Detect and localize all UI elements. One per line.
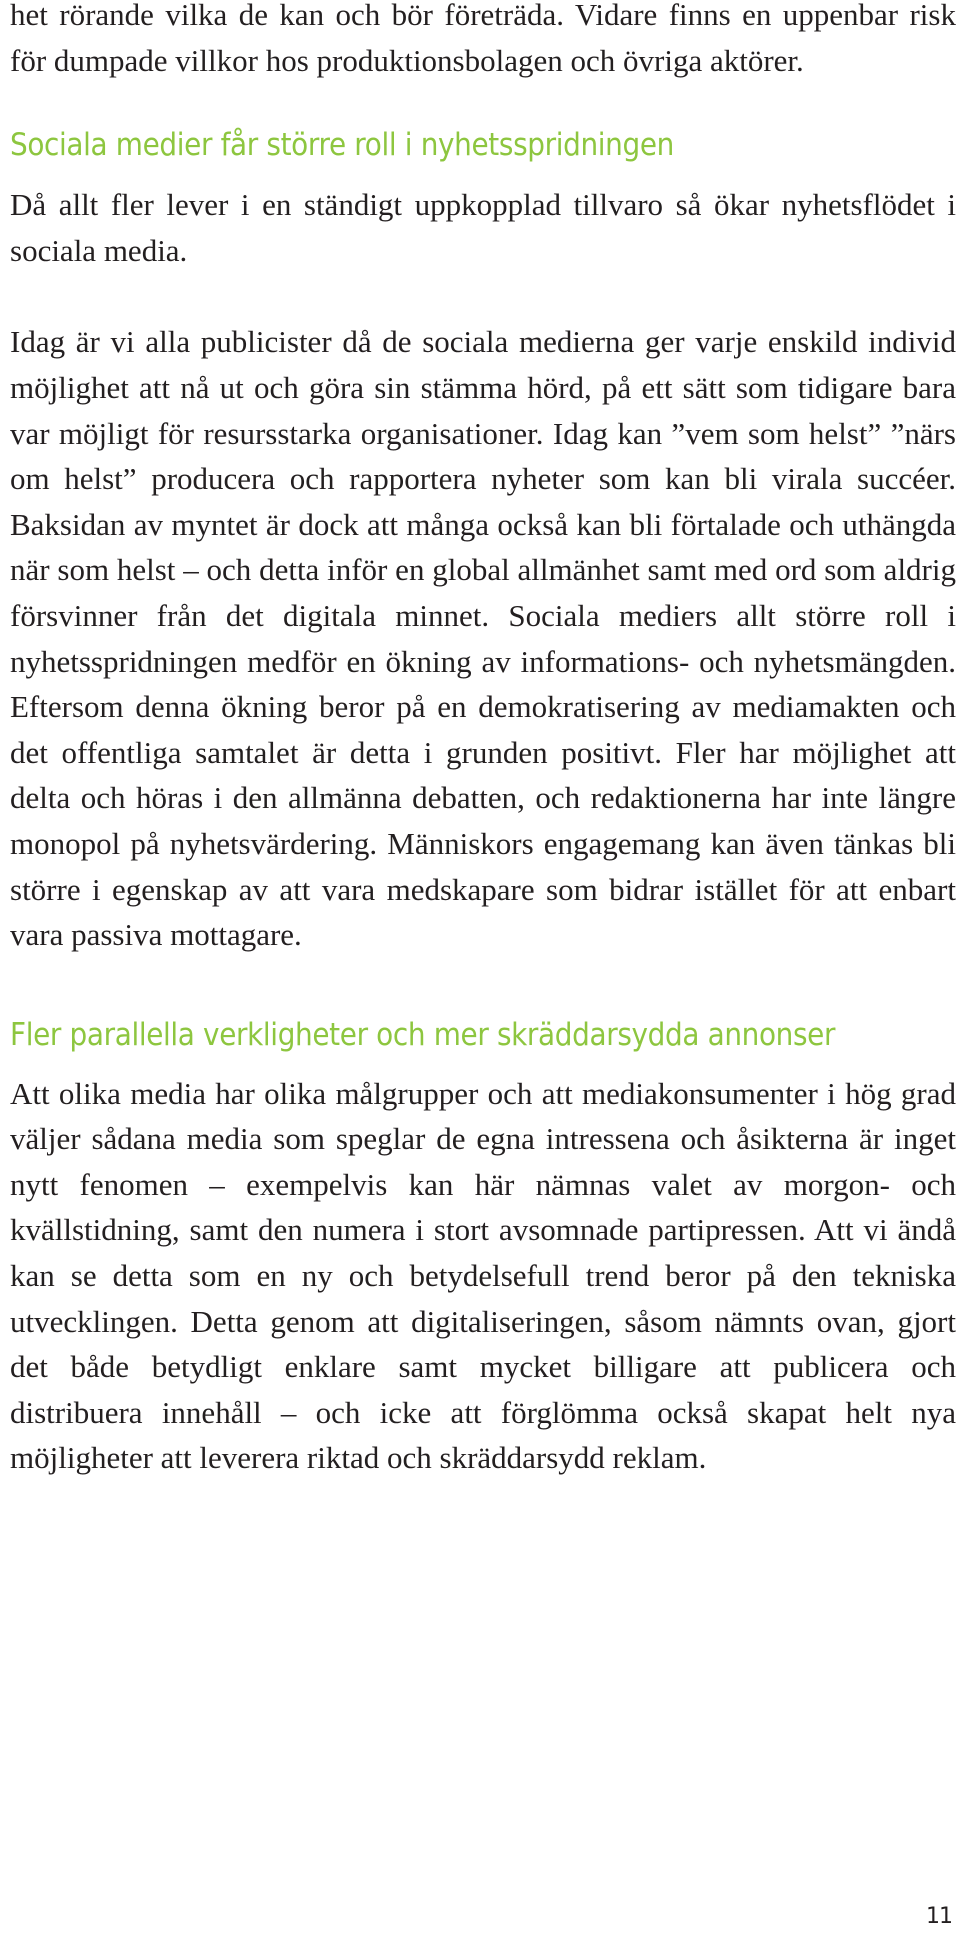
intro-paragraph: het rörande vilka de kan och bör företräda. Vidare finns en uppenbar risk för dumpade villkor hos produktionsbolagen och övriga aktörer. [10, 0, 956, 78]
document-page [10, 0, 956, 1481]
page-number: 11 [926, 1904, 952, 1929]
section1-paragraph-1: Då allt fler lever i en ständigt uppkopplad tillvaro så ökar nyhetsflödet i sociala media. [10, 187, 956, 268]
section2-paragraph-1: Att olika media har olika målgrupper och att mediakonsumenter i hög grad väljer sådana media som speglar de egna intressena och åsikterna är inget nytt fenomen – exempelvis kan här nämnas valet av morgon- och kvällstidning, samt den numera i stort avsomnade partipressen. Att vi ändå kan se detta som en ny och betydelsefull trend beror på den tekniska utvecklingen. Detta genom att digitaliseringen, såsom nämnts ovan, gjort det både betydligt enklare samt mycket billigare att publicera och distribuera innehåll – och icke att förglömma också skapat helt nya möjligheter att leverera riktad och skräddarsydd reklam. [10, 1075, 956, 1476]
section-heading-parallel-realities: Fler parallella verkligheter och mer skräddarsydda annonser [10, 1016, 836, 1053]
section-heading-social-media: Sociala medier får större roll i nyhetsspridningen [10, 127, 674, 164]
section1-paragraph-2: Idag är vi alla publicister då de sociala medierna ger varje enskild individ möjlighet att nå ut och göra sin stämma hörd, på ett sätt som tidigare bara var möjligt för resursstarka organisationer. Idag kan ”vem som helst” ”närs om helst” producera och rapportera nyheter som kan bli virala succéer. Baksidan av myntet är dock att många också kan bli förtalade och uthängda när som helst – och detta inför en global allmänhet samt med ord som aldrig försvinner från det digitala minnet. Sociala mediers allt större roll i nyhetsspridningen medför en ökning av informations- och nyhetsmängden. Eftersom denna ökning beror på en demokratisering av mediamakten och det offentliga samtalet är detta i grunden positivt. Fler har möjlighet att delta och höras i den allmänna debatten, och redaktionerna har inte längre monopol på nyhetsvärdering. Människors engagemang kan även tänkas bli större i egenskap av att vara medskapare som bidrar istället för att enbart vara passiva mottagare. [10, 324, 956, 953]
